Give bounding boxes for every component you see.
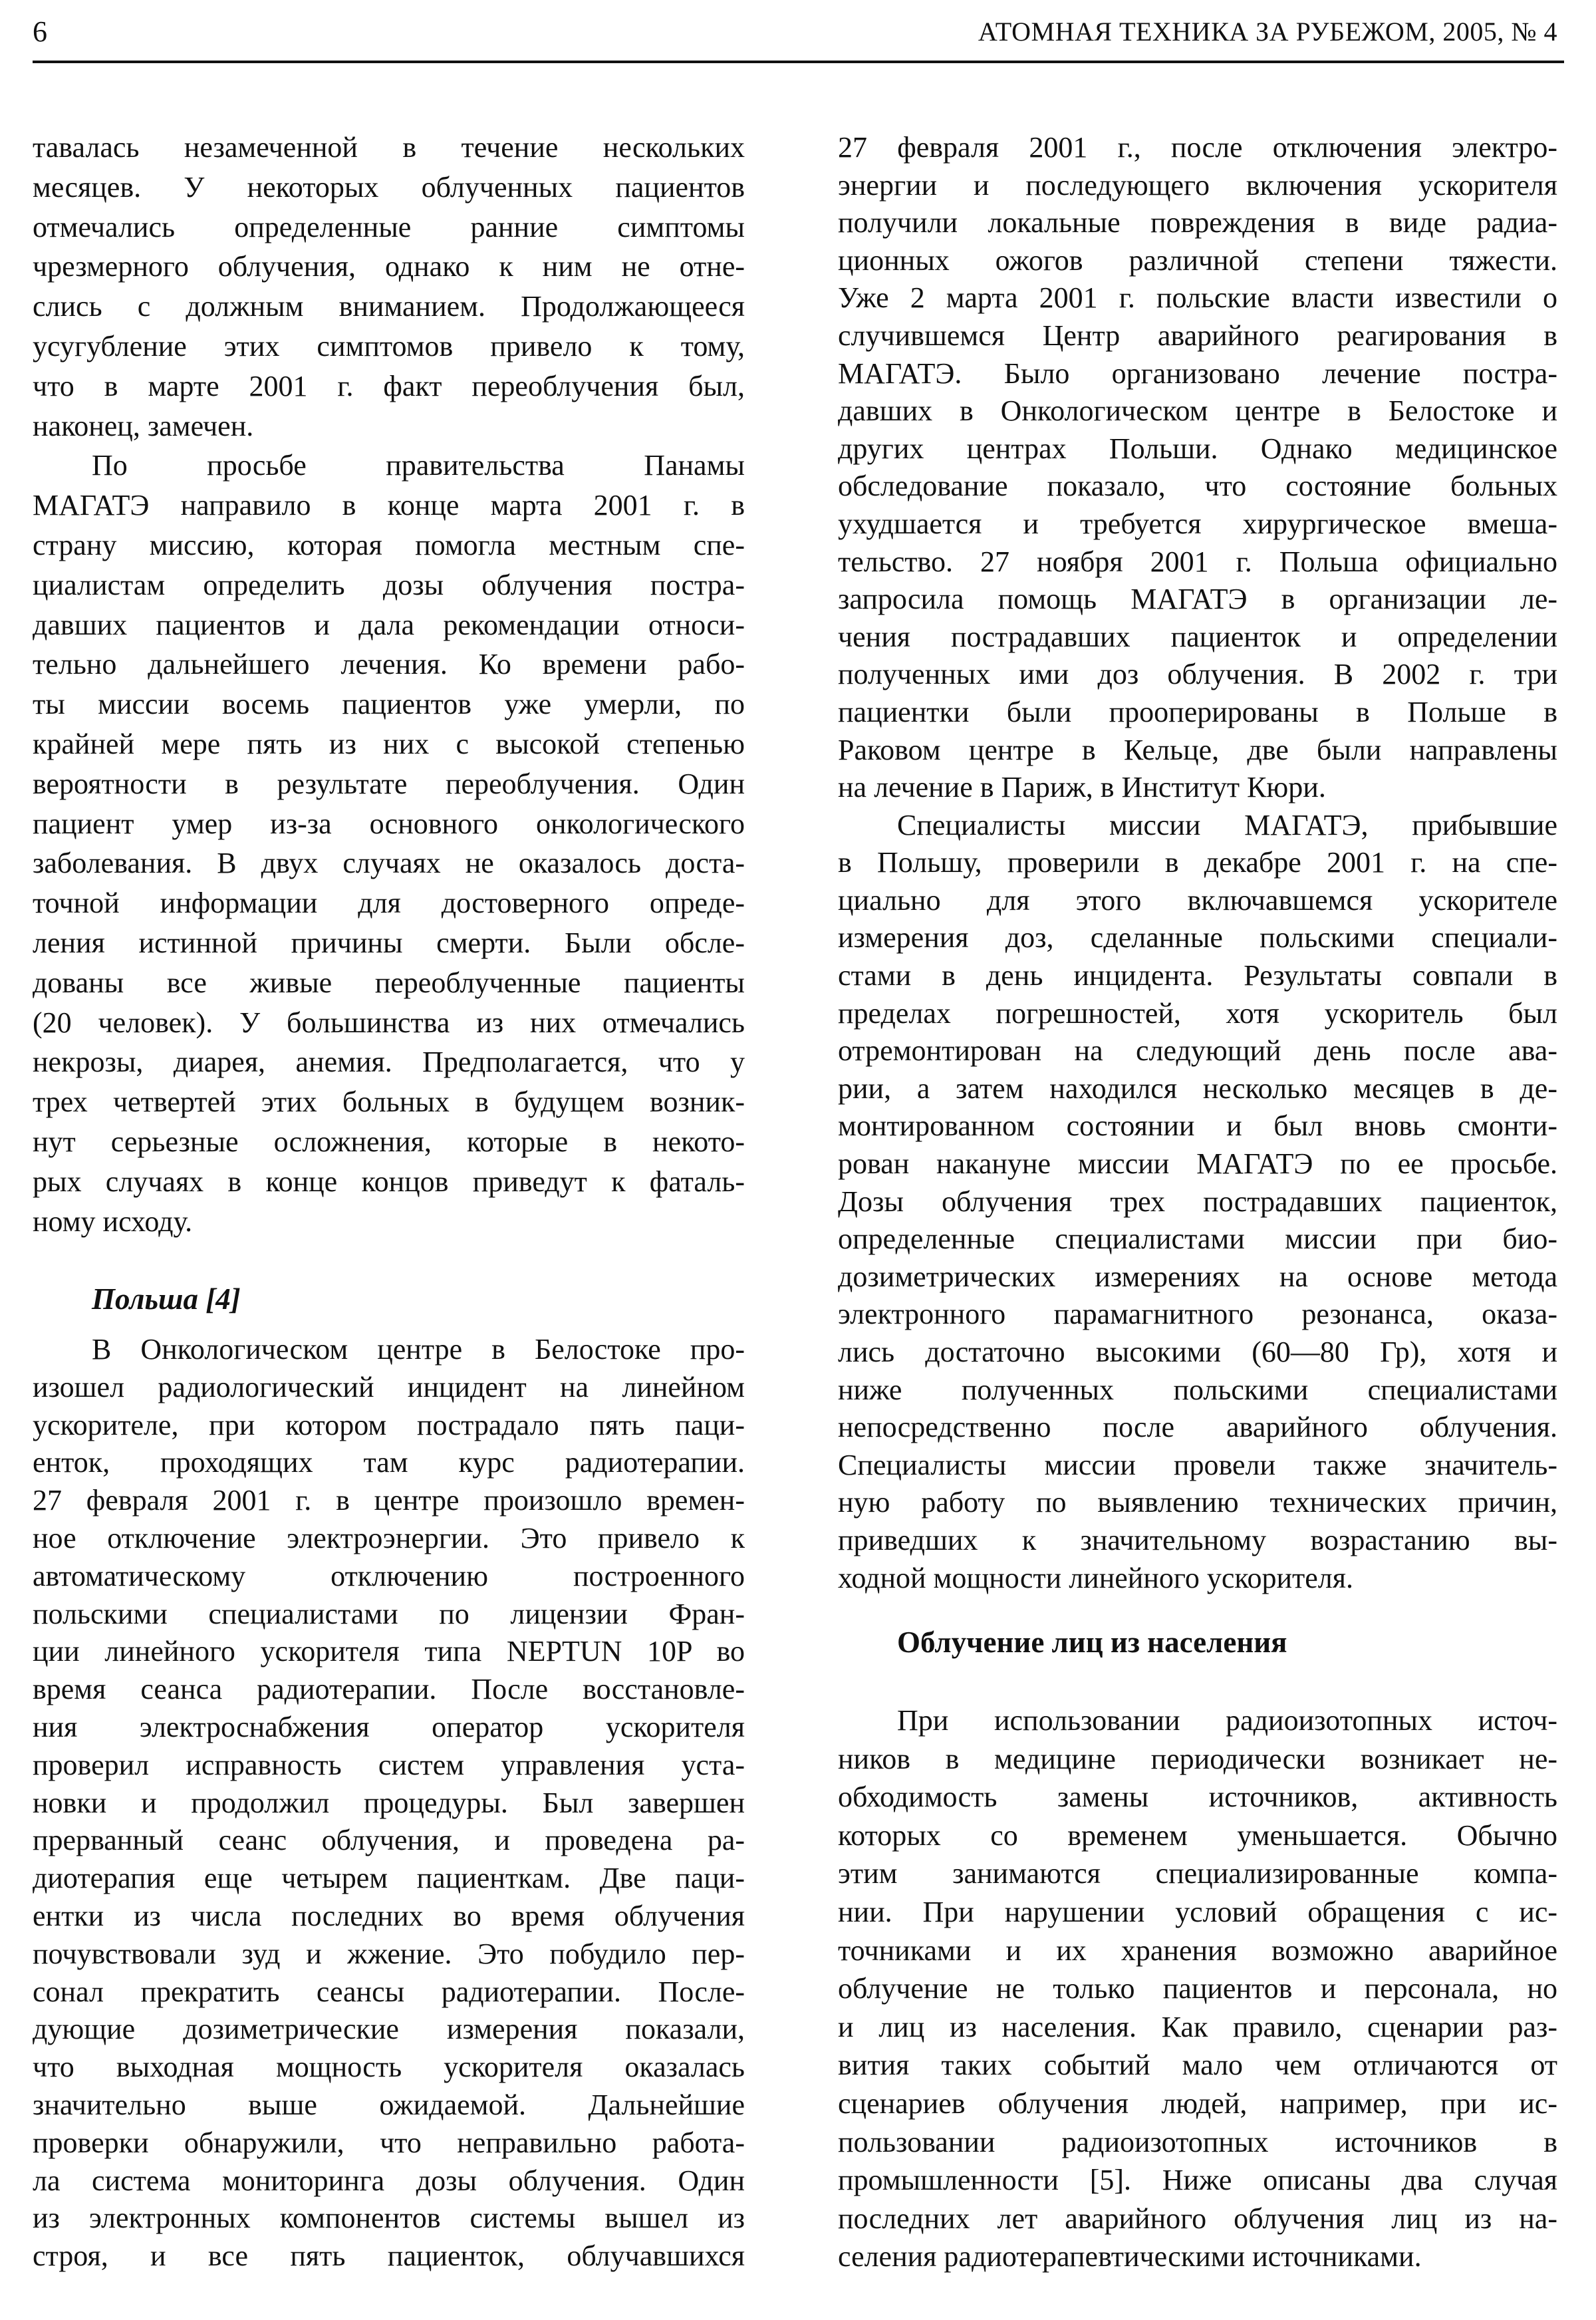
text-line: точной информации для достоверного опреде- <box>33 887 745 920</box>
text-line: из электронных компонентов системы вышел из <box>33 2202 745 2235</box>
text-line: которых со временем уменьшается. Обычно <box>838 1818 1557 1852</box>
text-line: ния электроснабжения оператор ускорителя <box>33 1710 745 1743</box>
text-line: чения пострадавших пациенток и определении <box>838 620 1557 653</box>
paragraph <box>33 446 745 1241</box>
text-line: промышленности [5]. Ниже описаны два случая <box>838 2164 1557 2197</box>
text-line: рован накануне миссии МАГАТЭ по ее просьбе. <box>838 1147 1557 1181</box>
text-line: что выходная мощность ускорителя оказалась <box>33 2051 745 2084</box>
text-line: (20 человек). У большинства из них отмечались <box>33 1006 745 1039</box>
text-line: селения радиотерапевтическими источниками. <box>838 2240 1422 2273</box>
text-line: вития таких событий мало чем отличаются от <box>838 2049 1557 2082</box>
text-line: на лечение в Париж, в Институт Кюри. <box>838 771 1326 804</box>
text-line: прерванный сеанс облучения, и проведена ра- <box>33 1824 745 1857</box>
text-line: ления истинной причины смерти. Были обсле- <box>33 926 745 959</box>
text-line: давших пациентов и дала рекомендации относи- <box>33 608 745 641</box>
text-line: и лиц из населения. Как правило, сценарии раз- <box>838 2010 1557 2043</box>
text-line: ное отключение электроэнергии. Это привело к <box>33 1521 745 1554</box>
paragraph <box>33 1331 745 2275</box>
text-line: трех четвертей этих больных в будущем возник- <box>33 1086 745 1119</box>
text-line: МАГАТЭ направило в конце марта 2001 г. в <box>33 489 745 522</box>
text-line: последних лет аварийного облучения лиц из на- <box>838 2202 1557 2235</box>
text-line: дозиметрических измерениях на основе метода <box>838 1260 1557 1293</box>
text-line: запросила помощь МАГАТЭ в организации ле- <box>838 583 1557 616</box>
text-line: Дозы облучения трех пострадавших пациенток, <box>838 1185 1557 1218</box>
text-line: ентки из числа последних во время облучения <box>33 1899 745 1932</box>
text-line: месяцев. У некоторых облученных пациентов <box>33 170 745 204</box>
text-line: изошел радиологический инцидент на линейном <box>33 1370 745 1403</box>
text-line: циалистам определить дозы облучения постра- <box>33 568 745 601</box>
text-line: При использовании радиоизотопных источ- <box>897 1704 1557 1737</box>
text-line: Специалисты миссии МАГАТЭ, прибывшие <box>897 808 1557 841</box>
text-line: ниже полученных польскими специалистами <box>838 1373 1557 1406</box>
text-line: стами в день инцидента. Результаты совпали в <box>838 959 1557 992</box>
text-line: лись достаточно высокими (60—80 Гр), хотя и <box>838 1336 1557 1368</box>
journal-title: АТОМНАЯ ТЕХНИКА ЗА РУБЕЖОМ, 2005, № 4 <box>978 17 1557 47</box>
text-line: обходимость замены источников, активность <box>838 1781 1557 1814</box>
text-line: монтированном состоянии и был вновь смонти- <box>838 1109 1557 1143</box>
text-line: нии. При нарушении условий обращения с ис- <box>838 1895 1557 1928</box>
text-line: облучение не только пациентов и персонала, но <box>838 1972 1557 2005</box>
text-line: енток, проходящих там курс радиотерапии. <box>33 1446 745 1479</box>
section-heading-poland: Польша [4] <box>92 1282 241 1316</box>
header-rule <box>33 61 1564 63</box>
text-line: электронного парамагнитного резонанса, оказа- <box>838 1298 1557 1331</box>
left-column-top-text <box>33 128 745 1241</box>
text-line: По просьбе правительства Панамы <box>92 449 745 482</box>
text-line: новки и продолжил процедуры. Был завершен <box>33 1786 745 1819</box>
text-line: В Онкологическом центре в Белостоке про- <box>92 1333 745 1366</box>
text-line: диотерапия еще четырем пациенткам. Две паци- <box>33 1862 745 1895</box>
text-line: ную работу по выявлению технических причин, <box>838 1486 1557 1519</box>
text-line: отремонтирован на следующий день после ава- <box>838 1034 1557 1068</box>
text-line: пользовании радиоизотопных источников в <box>838 2125 1557 2158</box>
text-line: страну миссию, которая помогла местным спе- <box>33 528 745 561</box>
right-column-bottom-text <box>838 1701 1557 2276</box>
paragraph <box>33 128 745 446</box>
text-line: ционных ожогов различной степени тяжести. <box>838 243 1557 277</box>
text-line: измерения доз, сделанные польскими специали- <box>838 921 1557 954</box>
text-line: циально для этого включавшемся ускорителе <box>838 883 1557 917</box>
text-line: слись с должным вниманием. Продолжающееся <box>33 290 745 323</box>
text-line: ции линейного ускорителя типа NEPTUN 10P во <box>33 1635 745 1668</box>
text-line: сценариев облучения людей, например, при ис- <box>838 2087 1557 2120</box>
text-line: сонал прекратить сеансы радиотерапии. После- <box>33 1975 745 2008</box>
text-line: ла система мониторинга дозы облучения. Один <box>33 2164 745 2197</box>
text-line: значительно выше ожидаемой. Дальнейшие <box>33 2088 745 2121</box>
text-line: чрезмерного облучения, однако к ним не отне- <box>33 250 745 283</box>
text-line: ухудшается и требуется хирургическое вмеша- <box>838 507 1557 540</box>
text-line: проверки обнаружили, что неправильно работа- <box>33 2126 745 2159</box>
text-line: 27 февраля 2001 г. в центре произошло времен- <box>33 1484 745 1517</box>
text-line: Специалисты миссии провели также значитель- <box>838 1448 1557 1481</box>
text-line: Уже 2 марта 2001 г. польские власти известили о <box>838 281 1557 315</box>
page-number: 6 <box>33 15 47 48</box>
text-line: энергии и последующего включения ускорителя <box>838 168 1557 202</box>
text-line: ников в медицине периодически возникает не- <box>838 1742 1557 1775</box>
text-line: дующие дозиметрические измерения показали, <box>33 2013 745 2046</box>
text-line: усугубление этих симптомов привело к тому, <box>33 329 745 362</box>
text-line: ускорителе, при котором пострадало пять паци- <box>33 1408 745 1441</box>
text-line: заболевания. В двух случаях не оказалось доста- <box>33 847 745 880</box>
text-line: наконец, замечен. <box>33 409 254 442</box>
text-line: что в марте 2001 г. факт переоблучения был, <box>33 369 745 402</box>
text-line: случившемся Центр аварийного реагирования в <box>838 319 1557 352</box>
text-line: строя, и все пять пациенток, облучавшихся <box>33 2240 745 2273</box>
text-line: проверил исправность систем управления уста- <box>33 1748 745 1781</box>
text-line: этим занимаются специализированные компа- <box>838 1857 1557 1890</box>
left-column-bottom-text <box>33 1331 745 2275</box>
text-line: точниками и их хранения возможно аварийное <box>838 1934 1557 1967</box>
text-line: получили локальные повреждения в виде радиа- <box>838 206 1557 239</box>
text-line: тавалась незамеченной в течение нескольких <box>33 131 745 164</box>
text-line: нут серьезные осложнения, которые в некото- <box>33 1125 745 1158</box>
text-line: вероятности в результате переоблучения. Один <box>33 767 745 800</box>
text-line: приведших к значительному возрастанию вы- <box>838 1523 1557 1556</box>
text-line: определенные специалистами миссии при био- <box>838 1223 1557 1256</box>
text-line: почувствовали зуд и жжение. Это побудило пер- <box>33 1937 745 1970</box>
text-line: непосредственно после аварийного облучения. <box>838 1411 1557 1444</box>
text-line: некрозы, диарея, анемия. Предполагается, что у <box>33 1046 745 1079</box>
text-line: тельно дальнейшего лечения. Ко времени рабо- <box>33 648 745 681</box>
text-line: давших в Онкологическом центре в Белостоке и <box>838 394 1557 428</box>
text-line: МАГАТЭ. Было организовано лечение постра- <box>838 357 1557 390</box>
text-line: Раковом центре в Кельце, две были направлены <box>838 733 1557 766</box>
text-line: крайней мере пять из них с высокой степенью <box>33 727 745 760</box>
text-line: обследование показало, что состояние больных <box>838 470 1557 503</box>
text-line: дованы все живые переоблученные пациенты <box>33 966 745 999</box>
text-line: в Польшу, проверили в декабре 2001 г. на спе- <box>838 846 1557 879</box>
text-line: тельство. 27 ноября 2001 г. Польша официально <box>838 545 1557 578</box>
text-line: отмечались определенные ранние симптомы <box>33 210 745 243</box>
text-line: рых случаях в конце концов приведут к фаталь- <box>33 1165 745 1198</box>
section-heading-public-exposure: Облучение лиц из населения <box>897 1626 1287 1659</box>
text-line: ному исходу. <box>33 1205 193 1238</box>
text-line: рии, а затем находился несколько месяцев в де- <box>838 1072 1557 1105</box>
text-line: время сеанса радиотерапии. После восстановле- <box>33 1673 745 1706</box>
paragraph <box>838 129 1557 807</box>
paragraph <box>838 1701 1557 2276</box>
text-line: ходной мощности линейного ускорителя. <box>838 1561 1354 1594</box>
text-line: 27 февраля 2001 г., после отключения электро- <box>838 131 1557 164</box>
right-column-top-text <box>838 129 1557 1597</box>
text-line: пациент умер из-за основного онкологического <box>33 807 745 840</box>
text-line: пределах погрешностей, хотя ускоритель был <box>838 996 1557 1030</box>
text-line: ты миссии восемь пациентов уже умерли, по <box>33 688 745 721</box>
text-line: пациентки были прооперированы в Польше в <box>838 695 1557 728</box>
text-line: других центрах Польши. Однако медицинское <box>838 432 1557 465</box>
paragraph <box>838 807 1557 1597</box>
text-line: автоматическому отключению построенного <box>33 1559 745 1592</box>
text-line: польскими специалистами по лицензии Фран- <box>33 1597 745 1630</box>
text-line: полученных ими доз облучения. В 2002 г. три <box>838 658 1557 691</box>
